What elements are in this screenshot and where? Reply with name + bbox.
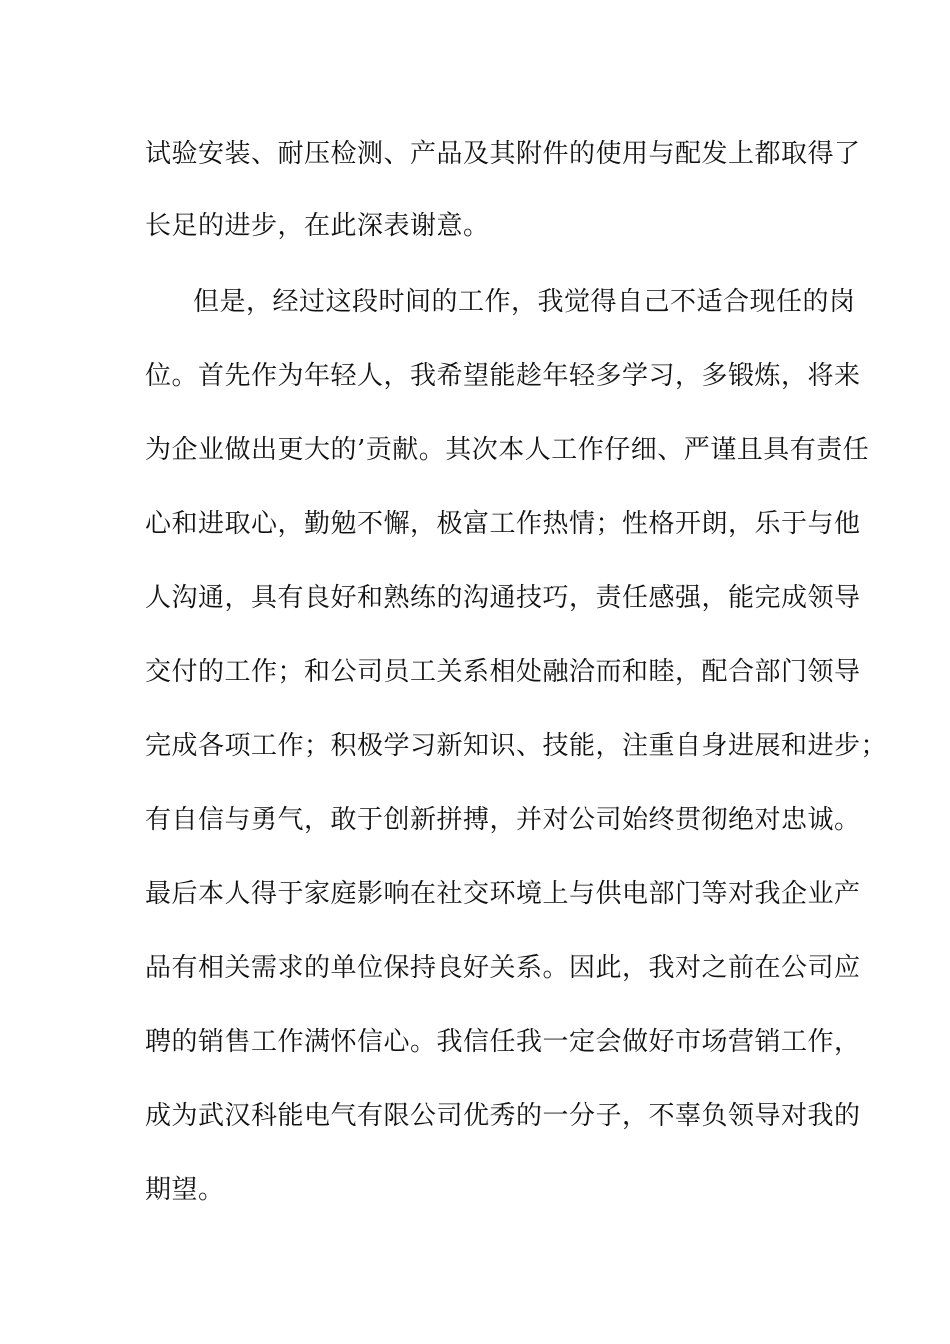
text-line: 试验安装、耐压检测、产品及其附件的使用与配发上都取得了	[145, 139, 861, 169]
text-line: 长足的进步，在此深表谢意。	[145, 211, 490, 241]
text-line: 人沟通，具有良好和熟练的沟通技巧，责任感强，能完成领导	[145, 583, 861, 613]
text-line: 完成各项工作；积极学习新知识、技能，注重自身进展和进步；	[145, 731, 888, 761]
text-line: 最后本人得于家庭影响在社交环境上与供电部门等对我企业产	[145, 879, 861, 909]
text-line: 品有相关需求的单位保持良好关系。因此，我对之前在公司应	[145, 953, 861, 983]
text-line: 期望。	[145, 1175, 225, 1205]
text-line: 聘的销售工作满怀信心。我信任我一定会做好市场营销工作，	[145, 1027, 861, 1057]
text-line: 位。首先作为年轻人，我希望能趁年轻多学习，多锻炼，将来	[145, 361, 861, 391]
text-line: 交付的工作；和公司员工关系相处融洽而和睦，配合部门领导	[145, 657, 861, 687]
text-line: 有自信与勇气，敢于创新拼搏，并对公司始终贯彻绝对忠诚。	[145, 805, 861, 835]
text-line: 成为武汉科能电气有限公司优秀的一分子，不辜负领导对我的	[145, 1101, 861, 1131]
text-line: 为企业做出更大的’贡献。其次本人工作仔细、严谨且具有责任	[145, 435, 870, 465]
text-line: 心和进取心，勤勉不懈，极富工作热情；性格开朗，乐于与他	[145, 509, 861, 539]
paragraph-start-line: 但是，经过这段时间的工作，我觉得自己不适合现任的岗	[193, 287, 856, 317]
